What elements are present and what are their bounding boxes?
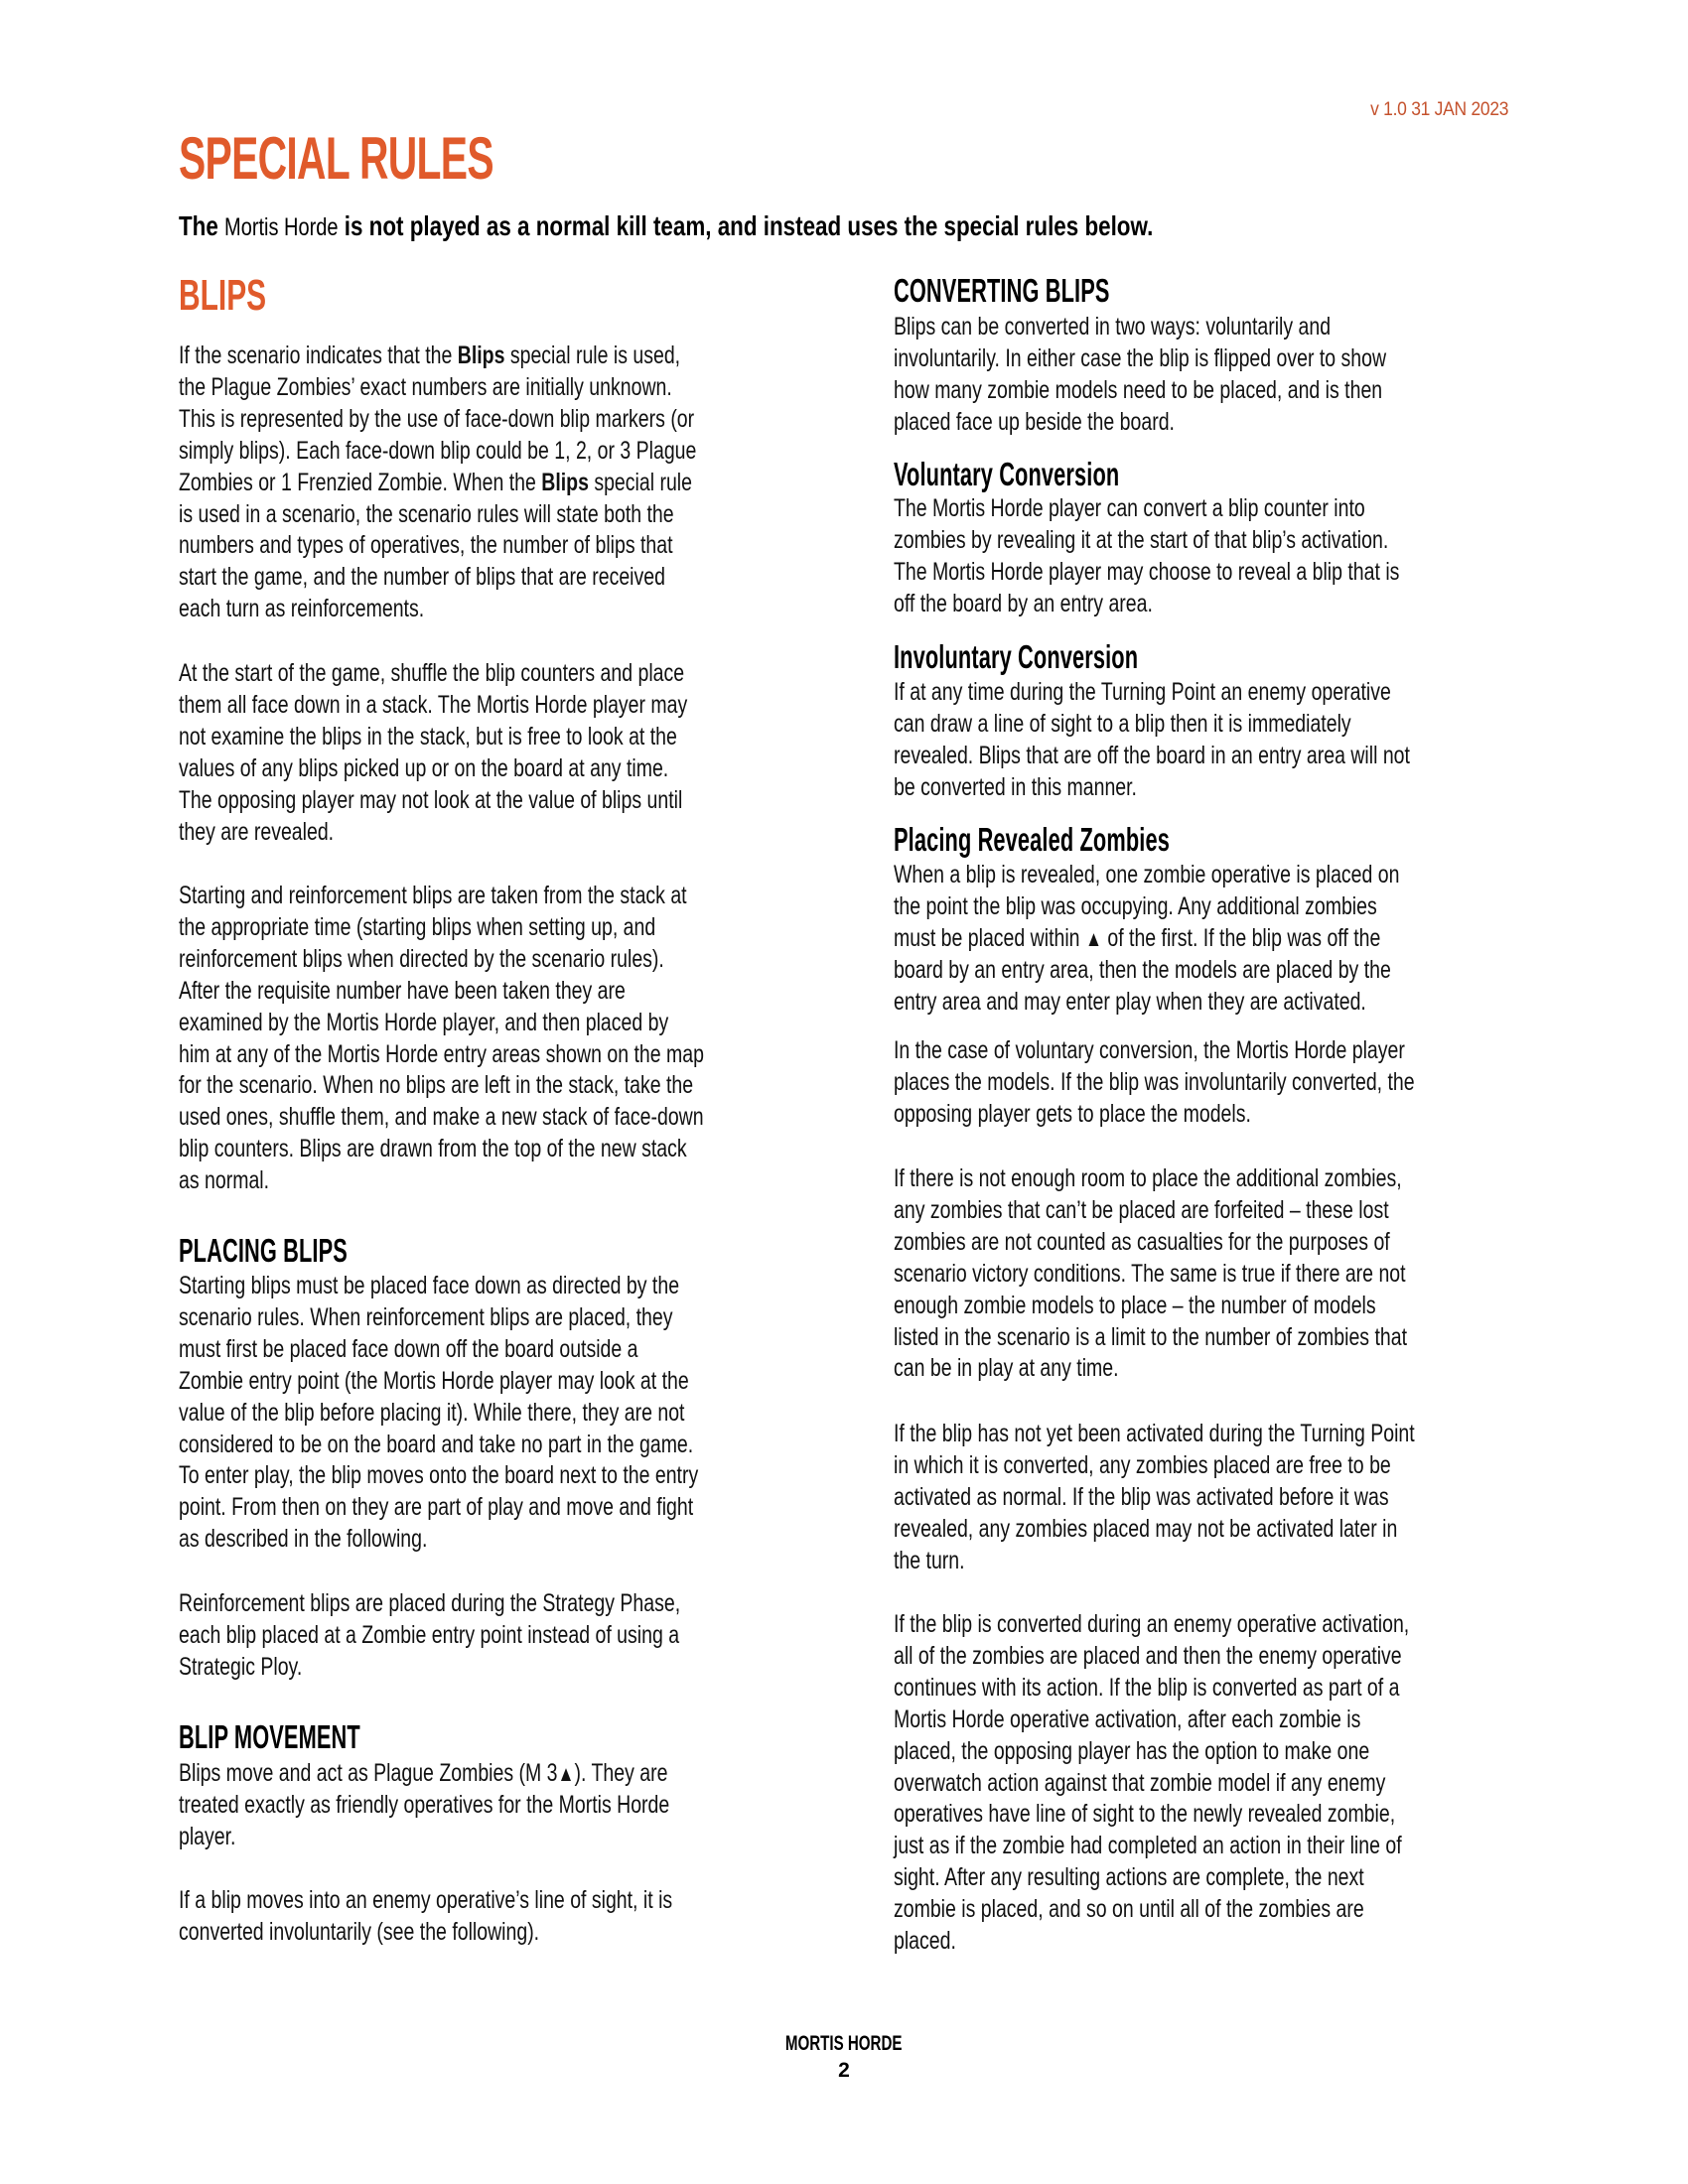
text-line: revealed, any zombies placed may not be activated later in [894,1514,1398,1543]
placing-blips-paragraph-2 [179,1588,680,1684]
text-line: off the board by an entry area. [894,589,1153,617]
text-line: If the blip has not yet been activated during the Turning Point [894,1420,1415,1447]
section-heading-converting-blips: CONVERTING BLIPS [894,272,1110,309]
text-line: player. [179,1822,236,1850]
text-line: placed face up beside the board. [894,407,1175,436]
text-line: point. From then on they are part of play and move and fight [179,1493,694,1522]
text-line: If there is not enough room to place the additional zombies, [894,1164,1402,1192]
involuntary-conversion-paragraph [894,677,1410,804]
converting-blips-paragraph [894,312,1386,439]
placing-revealed-paragraph-2 [894,1035,1415,1131]
text-line: operatives have line of sight to the newly revealed zombie, [894,1800,1396,1829]
text-line: all of the zombies are placed and then the enemy operative [894,1641,1402,1670]
text-line: If at any time during the Turning Point an enemy operative [894,678,1391,706]
text-line: each turn as reinforcements. [179,595,425,623]
text-line: Starting and reinforcement blips are taken from the stack at [179,882,687,909]
placing-revealed-paragraph-5 [894,1609,1409,1958]
text-line: opposing player gets to place the models. [894,1099,1251,1128]
text-line: as normal. [179,1166,270,1195]
text-line: Zombie entry point (the Mortis Horde player may look at the [179,1366,689,1395]
text-line: overwatch action against that zombie model if any enemy [894,1768,1386,1797]
text-line: When a blip is revealed, one zombie operative is placed on [894,861,1400,888]
text-line: the appropriate time (starting blips when setting up, and [179,912,656,941]
text-line: To enter play, the blip moves onto the board next to the entry [179,1461,699,1490]
text-line: must first be placed face down off the board outside a [179,1334,638,1363]
distance-triangle-icon: ▲ [1084,925,1102,951]
text-line: simply blips). Each face-down blip could be 1, 2, or 3 Plague [179,436,697,465]
text-line: Strategic Ploy. [179,1652,303,1681]
text-line: for the scenario. When no blips are left in the stack, take the [179,1071,694,1100]
text-line: each blip placed at a Zombie entry point instead of using a [179,1620,680,1649]
text-line: must be placed within ▲ of the first. If the blip was off the [894,923,1381,952]
text-line: sight. After any resulting actions are complete, the next [894,1863,1364,1892]
blip-movement-paragraph-2 [179,1885,672,1949]
text-line: examined by the Mortis Horde player, and then placed by [179,1008,669,1036]
text-line: treated exactly as friendly operatives for the Mortis Horde [179,1790,670,1819]
placing-revealed-paragraph-4 [894,1419,1415,1577]
text-line: blip counters. Blips are drawn from the top of the new stack [179,1135,687,1163]
text-line: enough zombie models to place – the number of models [894,1291,1376,1319]
text-line: This is represented by the use of face-down blip markers (or [179,404,695,433]
text-line: reinforcement blips when directed by the scenario rules). [179,944,664,973]
text-line: revealed. Blips that are off the board in an entry area will not [894,741,1410,769]
text-line: Mortis Horde operative activation, after each zombie is [894,1705,1361,1733]
blips-paragraph-2 [179,658,687,848]
text-line: can be in play at any time. [894,1354,1119,1383]
text-line: zombie is placed, and so on until all of the zombies are [894,1895,1364,1924]
placing-revealed-paragraph-3 [894,1163,1407,1385]
blip-movement-paragraph-1 [179,1758,669,1853]
text-line: continues with its action. If the blip is converted as part of a [894,1673,1400,1702]
version-label: v 1.0 31 JAN 2023 [1369,99,1508,120]
text-line: listed in the scenario is a limit to the number of zombies that [894,1322,1408,1351]
text-line: Blips move and act as Plague Zombies (M 3▲). They are [179,1759,668,1787]
text-line: At the start of the game, shuffle the blip counters and place [179,659,685,687]
text-line: Starting blips must be placed face down as directed by the [179,1272,680,1299]
text-line: in which it is converted, any zombies placed are free to be [894,1450,1391,1479]
text-line: places the models. If the blip was involuntarily converted, the [894,1067,1415,1096]
text-line: zombies are not counted as casualties for the purposes of [894,1227,1390,1256]
intro-team-name: Mortis Horde [224,213,339,241]
text-line: zombies by revealing it at the start of that blip’s activation. [894,525,1389,554]
text-line: Reinforcement blips are placed during the Strategy Phase, [179,1589,681,1617]
text-line: be converted in this manner. [894,772,1137,801]
text-line: The opposing player may not look at the value of blips until [179,785,683,814]
text-line: Blips can be converted in two ways: voluntarily and [894,313,1332,341]
intro-post: is not played as a normal kill team, and instead uses the special rules below. [338,210,1154,241]
text-line: any zombies that can’t be placed are forfeited – these lost [894,1195,1389,1224]
placing-blips-paragraph-1 [179,1271,698,1556]
text-line: placed, the opposing player has the option to make one [894,1736,1370,1765]
text-line: In the case of voluntary conversion, the Mortis Horde player [894,1036,1405,1064]
text-line: scenario rules. When reinforcement blips are placed, they [179,1302,673,1331]
text-line: board by an entry area, then the models are placed by the [894,955,1391,984]
text-line: If the blip is converted during an enemy operative activation, [894,1610,1410,1638]
footer-title: MORTIS HORDE [785,2032,903,2055]
text-line: the point the blip was occupying. Any additional zombies [894,891,1377,920]
text-line: values of any blips picked up or on the board at any time. [179,753,669,782]
text-line: placed. [894,1927,956,1956]
text-line: as described in the following. [179,1525,428,1554]
section-heading-blip-movement: BLIP MOVEMENT [179,1718,360,1755]
text-line: the Plague Zombies’ exact numbers are initially unknown. [179,372,672,401]
subheading-placing-revealed-zombies: Placing Revealed Zombies [894,821,1170,858]
text-line: him at any of the Mortis Horde entry areas shown on the map [179,1039,704,1068]
text-line: The Mortis Horde player may choose to reveal a blip that is [894,557,1400,586]
text-line: If a blip moves into an enemy operative’s line of sight, it is [179,1886,673,1914]
blips-paragraph-1 [179,341,696,625]
text-line: can draw a line of sight to a blip then it is immediately [894,709,1351,738]
text-line: scenario victory conditions. The same is true if there are not [894,1259,1406,1288]
voluntary-conversion-paragraph [894,493,1399,620]
placing-revealed-paragraph-1 [894,860,1399,1019]
text-line: After the requisite number have been taken they are [179,976,626,1005]
intro-pre: The [179,210,225,241]
subheading-voluntary-conversion: Voluntary Conversion [894,456,1120,492]
text-line: If the scenario indicates that the Blips special rule is used, [179,341,681,369]
text-line: them all face down in a stack. The Mortis Horde player may [179,690,688,719]
text-line: numbers and types of operatives, the number of blips that [179,531,673,560]
text-line: considered to be on the board and take no part in the game. [179,1430,694,1458]
text-line: Zombies or 1 Frenzied Zombie. When the Blips special rule [179,468,692,496]
section-heading-placing-blips: PLACING BLIPS [179,1232,348,1269]
text-line: activated as normal. If the blip was activated before it was [894,1482,1389,1511]
blips-paragraph-3 [179,881,704,1197]
text-line: just as if the zombie had completed an action in their line of [894,1832,1402,1860]
page-number: 2 [838,2059,850,2082]
distance-triangle-icon: ▲ [557,1761,575,1786]
section-heading-blips: BLIPS [179,271,267,320]
text-line: not examine the blips in the stack, but is free to look at the [179,722,677,751]
text-line: how many zombie models need to be placed, and is then [894,375,1383,404]
text-line: start the game, and the number of blips that are received [179,563,665,592]
text-line: converted involuntarily (see the following). [179,1917,540,1946]
blips-rule-name: Blips [457,341,505,369]
blips-rule-name: Blips [541,468,589,496]
intro-text [179,210,1153,243]
text-line: is used in a scenario, the scenario rules will state both the [179,499,674,528]
subheading-involuntary-conversion: Involuntary Conversion [894,638,1139,675]
text-line: involuntarily. In either case the blip is flipped over to show [894,343,1387,372]
text-line: they are revealed. [179,817,335,846]
text-line: value of the blip before placing it). While there, they are not [179,1398,685,1427]
text-line: used ones, shuffle them, and make a new stack of face-down [179,1103,704,1132]
page-title: SPECIAL RULES [179,125,493,192]
text-line: entry area and may enter play when they are activated. [894,987,1366,1016]
text-line: The Mortis Horde player can convert a blip counter into [894,494,1365,522]
text-line: the turn. [894,1546,965,1574]
